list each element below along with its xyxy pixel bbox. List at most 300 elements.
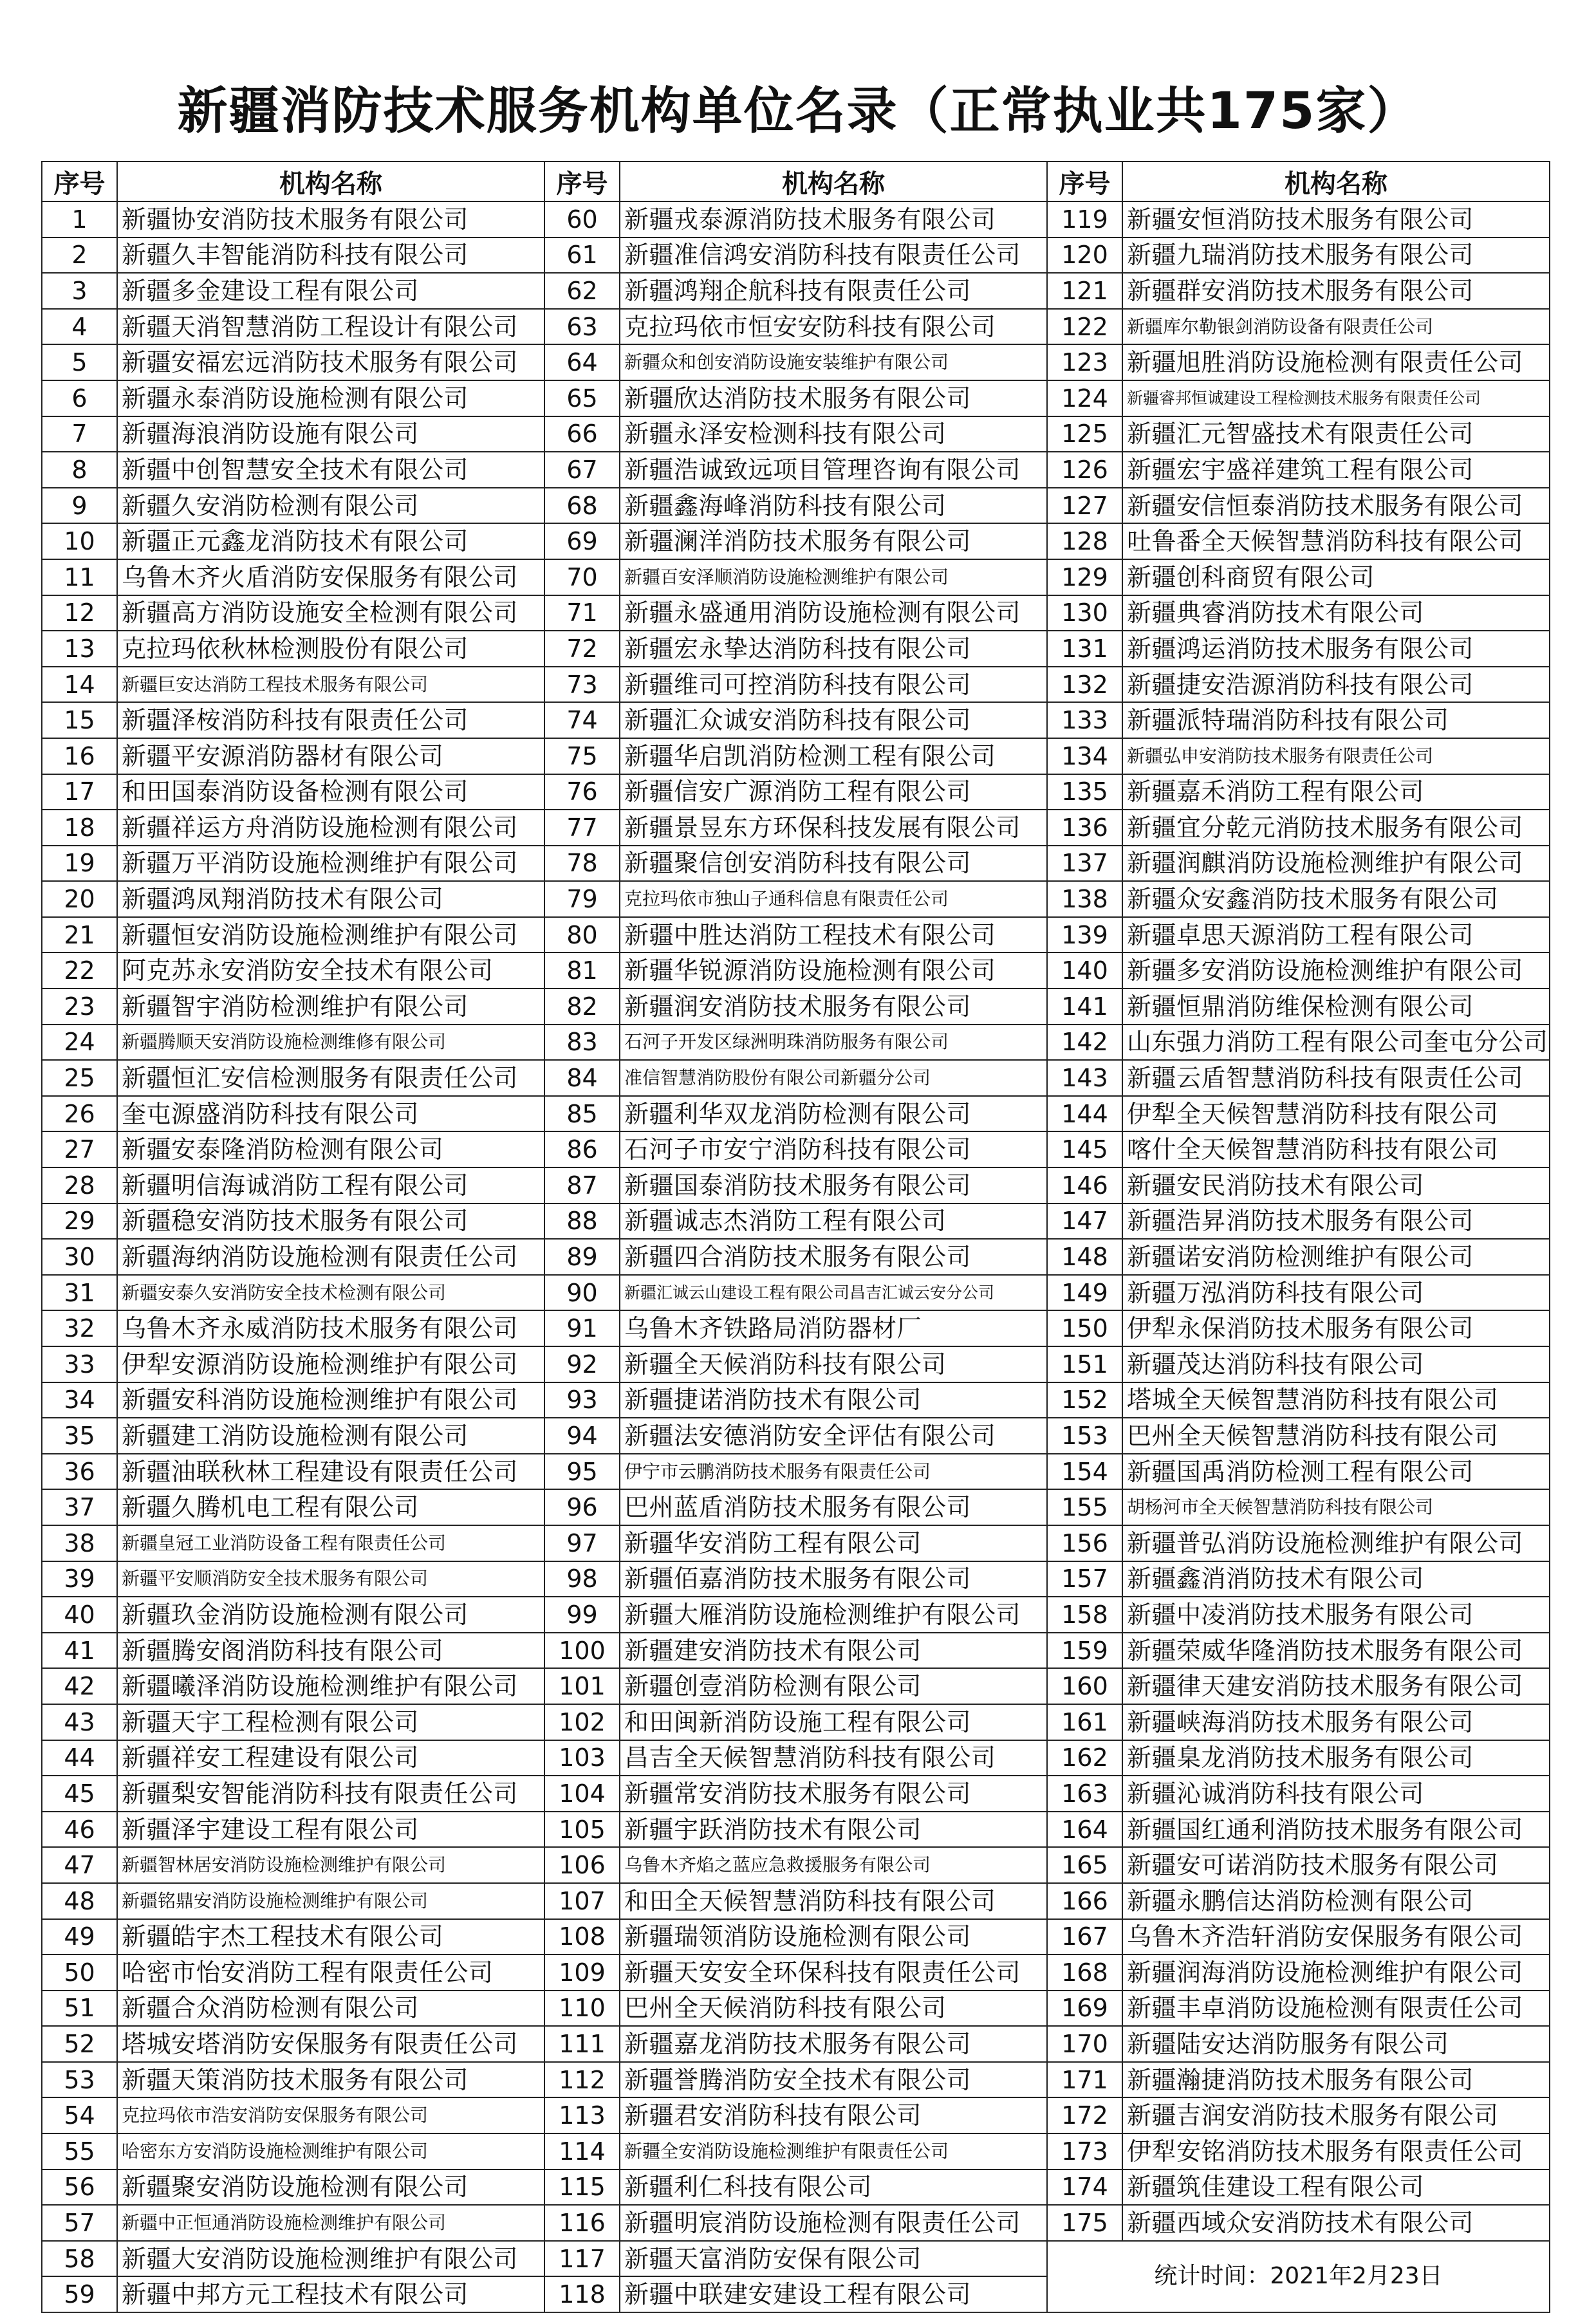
entry-name: 巴州全天候消防科技有限公司: [620, 1991, 1047, 2027]
table-row: [42, 1454, 1550, 1490]
entry-number: 95: [544, 1454, 620, 1490]
table-row: [42, 2026, 1550, 2062]
entry-name: 新疆茂达消防科技有限公司: [1122, 1346, 1550, 1382]
entry-number: 82: [544, 989, 620, 1025]
entry-number: 167: [1047, 1919, 1122, 1955]
entry-number: 100: [544, 1633, 620, 1669]
entry-number: 111: [544, 2026, 620, 2062]
entry-number: 159: [1047, 1633, 1122, 1669]
table-row: [42, 667, 1550, 703]
entry-number: 143: [1047, 1060, 1122, 1096]
entry-name: 新疆祥运方舟消防设施检测有限公司: [117, 810, 544, 846]
table-row: [42, 2169, 1550, 2206]
entry-name: 新疆大雁消防设施检测维护有限公司: [620, 1597, 1047, 1633]
entry-name: 新疆安恒消防技术服务有限公司: [1122, 201, 1550, 237]
entry-number: 107: [544, 1883, 620, 1919]
entry-name: 新疆臬龙消防技术服务有限公司: [1122, 1740, 1550, 1776]
entry-name: 新疆捷安浩源消防科技有限公司: [1122, 667, 1550, 703]
entry-number: 139: [1047, 917, 1122, 953]
entry-number: 86: [544, 1131, 620, 1167]
entry-name: 新疆宏宇盛祥建筑工程有限公司: [1122, 452, 1550, 488]
entry-number: 7: [42, 416, 117, 452]
entry-name: 新疆高方消防设施安全检测有限公司: [117, 595, 544, 631]
table-row: [42, 559, 1550, 595]
entry-name: 克拉玛依市恒安安防科技有限公司: [620, 309, 1047, 345]
entry-number: 19: [42, 846, 117, 882]
entry-number: 45: [42, 1776, 117, 1812]
table-row: [42, 1704, 1550, 1740]
entry-name: 新疆皓宇杰工程技术有限公司: [117, 1919, 544, 1955]
table-row: [42, 810, 1550, 846]
table-row: [42, 523, 1550, 559]
entry-number: 71: [544, 595, 620, 631]
entry-name: 新疆天宇工程检测有限公司: [117, 1704, 544, 1740]
entry-name: 伊犁安铭消防技术服务有限责任公司: [1122, 2133, 1550, 2169]
entry-number: 34: [42, 1382, 117, 1418]
entry-name: 新疆汇众诚安消防科技有限公司: [620, 702, 1047, 738]
entry-name: 乌鲁木齐永威消防技术服务有限公司: [117, 1310, 544, 1346]
entry-number: 77: [544, 810, 620, 846]
entry-number: 24: [42, 1025, 117, 1061]
entry-name: 新疆中正恒通消防设施检测维护有限公司: [117, 2205, 544, 2241]
entry-number: 124: [1047, 380, 1122, 416]
entry-number: 149: [1047, 1275, 1122, 1311]
entry-name: 新疆海浪消防设施有限公司: [117, 416, 544, 452]
entry-number: 174: [1047, 2169, 1122, 2206]
entry-number: 43: [42, 1704, 117, 1740]
entry-name: 新疆中凌消防技术服务有限公司: [1122, 1597, 1550, 1633]
entry-number: 175: [1047, 2205, 1122, 2241]
entry-name: 新疆嘉禾消防工程有限公司: [1122, 774, 1550, 810]
entry-name: 新疆安民消防技术有限公司: [1122, 1167, 1550, 1203]
entry-name: 新疆睿邦恒诚建设工程检测技术服务有限责任公司: [1122, 380, 1550, 416]
entry-name: 石河子市安宁消防科技有限公司: [620, 1131, 1047, 1167]
entry-number: 151: [1047, 1346, 1122, 1382]
entry-name: 新疆皇冠工业消防设备工程有限责任公司: [117, 1525, 544, 1561]
entry-number: 10: [42, 523, 117, 559]
table-row: [42, 1597, 1550, 1633]
entry-name: 新疆多金建设工程有限公司: [117, 273, 544, 309]
entry-number: 141: [1047, 989, 1122, 1025]
entry-name: 新疆众安鑫消防技术服务有限公司: [1122, 881, 1550, 917]
entry-name: 新疆久丰智能消防科技有限公司: [117, 237, 544, 274]
entry-number: 40: [42, 1597, 117, 1633]
entry-name: 新疆丰卓消防设施检测有限责任公司: [1122, 1991, 1550, 2027]
table-row: [42, 344, 1550, 380]
entry-number: 138: [1047, 881, 1122, 917]
table-row: [42, 1776, 1550, 1812]
entry-number: 50: [42, 1955, 117, 1991]
entry-number: 33: [42, 1346, 117, 1382]
entry-name: 新疆百安泽顺消防设施检测维护有限公司: [620, 559, 1047, 595]
entry-number: 66: [544, 416, 620, 452]
entry-number: 131: [1047, 631, 1122, 667]
entry-number: 136: [1047, 810, 1122, 846]
entry-number: 52: [42, 2026, 117, 2062]
entry-name: 新疆梨安智能消防科技有限责任公司: [117, 1776, 544, 1812]
entry-number: 105: [544, 1812, 620, 1848]
entry-number: 9: [42, 488, 117, 524]
entry-name: 新疆明信海诚消防工程有限公司: [117, 1167, 544, 1203]
entry-number: 78: [544, 846, 620, 882]
entry-name: 新疆浩昇消防技术服务有限公司: [1122, 1203, 1550, 1240]
entry-number: 116: [544, 2205, 620, 2241]
table-row: [42, 631, 1550, 667]
entry-number: 133: [1047, 702, 1122, 738]
table-row: [42, 2133, 1550, 2169]
entry-number: 63: [544, 309, 620, 345]
entry-name: 新疆宜分乾元消防技术服务有限公司: [1122, 810, 1550, 846]
entry-name: 新疆聚安消防设施检测有限公司: [117, 2169, 544, 2206]
table-row: [42, 1883, 1550, 1919]
entry-name: 新疆恒安消防设施检测维护有限公司: [117, 917, 544, 953]
entry-name: 新疆利华双龙消防检测有限公司: [620, 1096, 1047, 1132]
entry-name: 奎屯源盛消防科技有限公司: [117, 1096, 544, 1132]
entry-name: 阿克苏永安消防安全技术有限公司: [117, 952, 544, 989]
entry-number: 65: [544, 380, 620, 416]
entry-number: 156: [1047, 1525, 1122, 1561]
entry-number: 94: [544, 1418, 620, 1454]
table-row: [42, 1239, 1550, 1275]
entry-number: 144: [1047, 1096, 1122, 1132]
entry-number: 162: [1047, 1740, 1122, 1776]
entry-name: 新疆常安消防技术服务有限公司: [620, 1776, 1047, 1812]
entry-number: 134: [1047, 738, 1122, 774]
entry-number: 5: [42, 344, 117, 380]
entry-number: 150: [1047, 1310, 1122, 1346]
entry-name: 新疆润麒消防设施检测维护有限公司: [1122, 846, 1550, 882]
entry-name: 准信智慧消防股份有限公司新疆分公司: [620, 1060, 1047, 1096]
entry-name: 新疆国泰消防技术服务有限公司: [620, 1167, 1047, 1203]
entry-number: 17: [42, 774, 117, 810]
entry-number: 142: [1047, 1025, 1122, 1061]
entry-number: 67: [544, 452, 620, 488]
entry-number: 164: [1047, 1812, 1122, 1848]
entry-name: 新疆永泽安检测科技有限公司: [620, 416, 1047, 452]
entry-name: 新疆众和创安消防设施安装维护有限公司: [620, 344, 1047, 380]
directory-table: [41, 161, 1550, 2313]
entry-name: 新疆安泰隆消防检测有限公司: [117, 1131, 544, 1167]
entry-number: 91: [544, 1310, 620, 1346]
entry-number: 137: [1047, 846, 1122, 882]
entry-name: 新疆沁诚消防科技有限公司: [1122, 1776, 1550, 1812]
entry-name: 新疆海纳消防设施检测有限责任公司: [117, 1239, 544, 1275]
entry-name: 新疆欣达消防技术服务有限公司: [620, 380, 1047, 416]
table-row: [42, 1203, 1550, 1240]
entry-name: 新疆腾顺天安消防设施检测维修有限公司: [117, 1025, 544, 1061]
entry-number: 115: [544, 2169, 620, 2206]
entry-number: 47: [42, 1847, 117, 1883]
entry-number: 12: [42, 595, 117, 631]
entry-number: 166: [1047, 1883, 1122, 1919]
table-row: [42, 1525, 1550, 1561]
entry-name: 新疆安可诺消防技术服务有限公司: [1122, 1847, 1550, 1883]
entry-name: 新疆大安消防设施检测维护有限公司: [117, 2241, 544, 2277]
entry-name: 新疆平安源消防器材有限公司: [117, 738, 544, 774]
entry-number: 62: [544, 273, 620, 309]
entry-name: 吐鲁番全天候智慧消防科技有限公司: [1122, 523, 1550, 559]
entry-number: 30: [42, 1239, 117, 1275]
entry-name: 新疆弘申安消防技术服务有限责任公司: [1122, 738, 1550, 774]
entry-name: 新疆宏永挚达消防科技有限公司: [620, 631, 1047, 667]
entry-name: 新疆汇元智盛技术有限责任公司: [1122, 416, 1550, 452]
table-row: [42, 595, 1550, 631]
entry-name: 新疆万平消防设施检测维护有限公司: [117, 846, 544, 882]
entry-number: 8: [42, 452, 117, 488]
entry-name: 新疆巨安达消防工程技术服务有限公司: [117, 667, 544, 703]
entry-name: 新疆祥安工程建设有限公司: [117, 1740, 544, 1776]
entry-name: 新疆永鹏信达消防检测有限公司: [1122, 1883, 1550, 1919]
table-row: [42, 2241, 1550, 2277]
entry-name: 新疆正元鑫龙消防技术有限公司: [117, 523, 544, 559]
entry-number: 147: [1047, 1203, 1122, 1240]
entry-number: 37: [42, 1489, 117, 1525]
entry-name: 新疆泽宇建设工程有限公司: [117, 1812, 544, 1848]
header-no: 序号: [1047, 162, 1122, 201]
entry-name: 新疆华锐源消防设施检测有限公司: [620, 952, 1047, 989]
entry-name: 乌鲁木齐浩轩消防安保服务有限公司: [1122, 1919, 1550, 1955]
entry-name: 塔城全天候智慧消防科技有限公司: [1122, 1382, 1550, 1418]
entry-number: 48: [42, 1883, 117, 1919]
entry-name: 新疆荣威华隆消防技术服务有限公司: [1122, 1633, 1550, 1669]
table-row: [42, 1633, 1550, 1669]
entry-number: 55: [42, 2133, 117, 2169]
entry-name: 新疆誉腾消防安全技术有限公司: [620, 2062, 1047, 2098]
entry-name: 新疆中胜达消防工程技术有限公司: [620, 917, 1047, 953]
table-row: [42, 702, 1550, 738]
entry-name: 新疆天策消防技术服务有限公司: [117, 2062, 544, 2098]
entry-name: 新疆澜洋消防技术服务有限公司: [620, 523, 1047, 559]
entry-number: 132: [1047, 667, 1122, 703]
entry-name: 新疆国禹消防检测工程有限公司: [1122, 1454, 1550, 1490]
entry-number: 102: [544, 1704, 620, 1740]
entry-name: 新疆佰嘉消防技术服务有限公司: [620, 1561, 1047, 1597]
entry-name: 喀什全天候智慧消防科技有限公司: [1122, 1131, 1550, 1167]
entry-name: 新疆嘉龙消防技术服务有限公司: [620, 2026, 1047, 2062]
entry-number: 44: [42, 1740, 117, 1776]
table-row: [42, 416, 1550, 452]
entry-number: 109: [544, 1955, 620, 1991]
entry-number: 23: [42, 989, 117, 1025]
table-row: [42, 309, 1550, 345]
table-row: [42, 1740, 1550, 1776]
entry-number: 160: [1047, 1668, 1122, 1704]
entry-name: 新疆天富消防安保有限公司: [620, 2241, 1047, 2277]
entry-number: 89: [544, 1239, 620, 1275]
entry-name: 新疆泽桉消防科技有限责任公司: [117, 702, 544, 738]
entry-number: 145: [1047, 1131, 1122, 1167]
entry-name: 乌鲁木齐铁路局消防器材厂: [620, 1310, 1047, 1346]
table-row: [42, 2205, 1550, 2241]
entry-number: 128: [1047, 523, 1122, 559]
entry-name: 新疆安福宏远消防技术服务有限公司: [117, 344, 544, 380]
table-row: [42, 1060, 1550, 1096]
entry-number: 26: [42, 1096, 117, 1132]
entry-name: 新疆景昱东方环保科技发展有限公司: [620, 810, 1047, 846]
entry-name: 克拉玛依市浩安消防安保服务有限公司: [117, 2097, 544, 2133]
entry-number: 121: [1047, 273, 1122, 309]
entry-name: 新疆律天建安消防技术服务有限公司: [1122, 1668, 1550, 1704]
entry-number: 22: [42, 952, 117, 989]
entry-number: 168: [1047, 1955, 1122, 1991]
entry-name: 新疆瀚捷消防技术服务有限公司: [1122, 2062, 1550, 2098]
entry-name: 胡杨河市全天候智慧消防科技有限公司: [1122, 1489, 1550, 1525]
table-row: [42, 1668, 1550, 1704]
entry-number: 163: [1047, 1776, 1122, 1812]
entry-number: 106: [544, 1847, 620, 1883]
entry-number: 28: [42, 1167, 117, 1203]
table-row: [42, 1955, 1550, 1991]
table-row: [42, 380, 1550, 416]
entry-name: 伊犁安源消防设施检测维护有限公司: [117, 1346, 544, 1382]
entry-name: 新疆鑫海峰消防科技有限公司: [620, 488, 1047, 524]
entry-name: 新疆云盾智慧消防科技有限责任公司: [1122, 1060, 1550, 1096]
entry-name: 新疆安泰久安消防安全技术检测有限公司: [117, 1275, 544, 1311]
entry-name: 新疆建安消防技术有限公司: [620, 1633, 1047, 1669]
table-row: [42, 1025, 1550, 1061]
entry-number: 99: [544, 1597, 620, 1633]
entry-name: 新疆汇诚云山建设工程有限公司昌吉汇诚云安分公司: [620, 1275, 1047, 1311]
table-row: [42, 1096, 1550, 1132]
entry-number: 113: [544, 2097, 620, 2133]
table-row: [42, 1131, 1550, 1167]
table-row: [42, 774, 1550, 810]
entry-name: 新疆戎泰源消防技术服务有限公司: [620, 201, 1047, 237]
entry-name: 新疆安信恒泰消防技术服务有限公司: [1122, 488, 1550, 524]
entry-number: 46: [42, 1812, 117, 1848]
entry-name: 新疆陆安达消防服务有限公司: [1122, 2026, 1550, 2062]
entry-number: 11: [42, 559, 117, 595]
entry-name: 新疆建工消防设施检测有限公司: [117, 1418, 544, 1454]
entry-number: 108: [544, 1919, 620, 1955]
entry-number: 126: [1047, 452, 1122, 488]
entry-name: 和田国泰消防设备检测有限公司: [117, 774, 544, 810]
entry-number: 127: [1047, 488, 1122, 524]
table-row: [42, 1991, 1550, 2027]
entry-name: 伊犁全天候智慧消防科技有限公司: [1122, 1096, 1550, 1132]
entry-name: 新疆万泓消防科技有限公司: [1122, 1275, 1550, 1311]
entry-number: 96: [544, 1489, 620, 1525]
entry-number: 57: [42, 2205, 117, 2241]
entry-name: 新疆库尔勒银剑消防设备有限责任公司: [1122, 309, 1550, 345]
entry-name: 新疆中邦方元工程技术有限公司: [117, 2276, 544, 2312]
entry-name: 新疆恒汇安信检测服务有限责任公司: [117, 1060, 544, 1096]
table-row: [42, 201, 1550, 237]
entry-number: 83: [544, 1025, 620, 1061]
entry-number: 161: [1047, 1704, 1122, 1740]
entry-name: 新疆玖金消防设施检测有限公司: [117, 1597, 544, 1633]
table-row: [42, 1382, 1550, 1418]
entry-number: 140: [1047, 952, 1122, 989]
entry-name: 新疆瑞领消防设施检测有限公司: [620, 1919, 1047, 1955]
table-row: [42, 237, 1550, 274]
entry-name: 新疆久安消防检测有限公司: [117, 488, 544, 524]
entry-number: 155: [1047, 1489, 1122, 1525]
table-row: [42, 846, 1550, 882]
table-header-row: [42, 162, 1550, 201]
table-row: [42, 452, 1550, 488]
entry-number: 14: [42, 667, 117, 703]
table-row: [42, 273, 1550, 309]
entry-number: 152: [1047, 1382, 1122, 1418]
entry-name: 新疆宇跃消防技术有限公司: [620, 1812, 1047, 1848]
entry-number: 32: [42, 1310, 117, 1346]
entry-name: 新疆永盛通用消防设施检测有限公司: [620, 595, 1047, 631]
entry-name: 新疆创壹消防检测有限公司: [620, 1668, 1047, 1704]
entry-number: 70: [544, 559, 620, 595]
entry-name: 克拉玛依市独山子通科信息有限责任公司: [620, 881, 1047, 917]
entry-number: 61: [544, 237, 620, 274]
entry-number: 118: [544, 2276, 620, 2312]
entry-number: 172: [1047, 2097, 1122, 2133]
entry-name: 新疆普弘消防设施检测维护有限公司: [1122, 1525, 1550, 1561]
entry-number: 38: [42, 1525, 117, 1561]
entry-number: 146: [1047, 1167, 1122, 1203]
entry-number: 41: [42, 1633, 117, 1669]
entry-name: 哈密东方安消防设施检测维护有限公司: [117, 2133, 544, 2169]
entry-name: 新疆筑佳建设工程有限公司: [1122, 2169, 1550, 2206]
table-row: [42, 488, 1550, 524]
table-row: [42, 1489, 1550, 1525]
entry-number: 171: [1047, 2062, 1122, 2098]
entry-number: 74: [544, 702, 620, 738]
entry-number: 93: [544, 1382, 620, 1418]
entry-number: 117: [544, 2241, 620, 2277]
entry-name: 新疆群安消防技术服务有限公司: [1122, 273, 1550, 309]
entry-number: 122: [1047, 309, 1122, 345]
entry-number: 64: [544, 344, 620, 380]
entry-number: 21: [42, 917, 117, 953]
entry-name: 新疆全天候消防科技有限公司: [620, 1346, 1047, 1382]
table-row: [42, 1919, 1550, 1955]
entry-name: 新疆安科消防设施检测维护有限公司: [117, 1382, 544, 1418]
entry-name: 新疆浩诚致远项目管理咨询有限公司: [620, 452, 1047, 488]
entry-number: 60: [544, 201, 620, 237]
table-row: [42, 1561, 1550, 1597]
entry-name: 新疆派特瑞消防科技有限公司: [1122, 702, 1550, 738]
entry-name: 新疆明宸消防设施检测有限责任公司: [620, 2205, 1047, 2241]
entry-number: 169: [1047, 1991, 1122, 2027]
entry-name: 塔城安塔消防安保服务有限责任公司: [117, 2026, 544, 2062]
entry-name: 新疆诚志杰消防工程有限公司: [620, 1203, 1047, 1240]
entry-number: 31: [42, 1275, 117, 1311]
table-row: [42, 1812, 1550, 1848]
table-row: [42, 1346, 1550, 1382]
entry-name: 新疆九瑞消防技术服务有限公司: [1122, 237, 1550, 274]
entry-number: 6: [42, 380, 117, 416]
header-name: 机构名称: [620, 162, 1047, 201]
entry-number: 135: [1047, 774, 1122, 810]
entry-name: 新疆久腾机电工程有限公司: [117, 1489, 544, 1525]
entry-number: 81: [544, 952, 620, 989]
entry-number: 20: [42, 881, 117, 917]
entry-name: 新疆峡海消防技术服务有限公司: [1122, 1704, 1550, 1740]
table-row: [42, 952, 1550, 989]
entry-number: 3: [42, 273, 117, 309]
entry-name: 新疆鸿运消防技术服务有限公司: [1122, 631, 1550, 667]
entry-number: 85: [544, 1096, 620, 1132]
header-no: 序号: [544, 162, 620, 201]
entry-name: 新疆腾安阁消防科技有限公司: [117, 1633, 544, 1669]
entry-number: 59: [42, 2276, 117, 2312]
entry-name: 和田闽新消防设施工程有限公司: [620, 1704, 1047, 1740]
entry-name: 新疆吉润安消防技术服务有限公司: [1122, 2097, 1550, 2133]
entry-name: 新疆永泰消防设施检测有限公司: [117, 380, 544, 416]
entry-name: 新疆华启凯消防检测工程有限公司: [620, 738, 1047, 774]
entry-number: 101: [544, 1668, 620, 1704]
table-row: [42, 989, 1550, 1025]
entry-number: 72: [544, 631, 620, 667]
